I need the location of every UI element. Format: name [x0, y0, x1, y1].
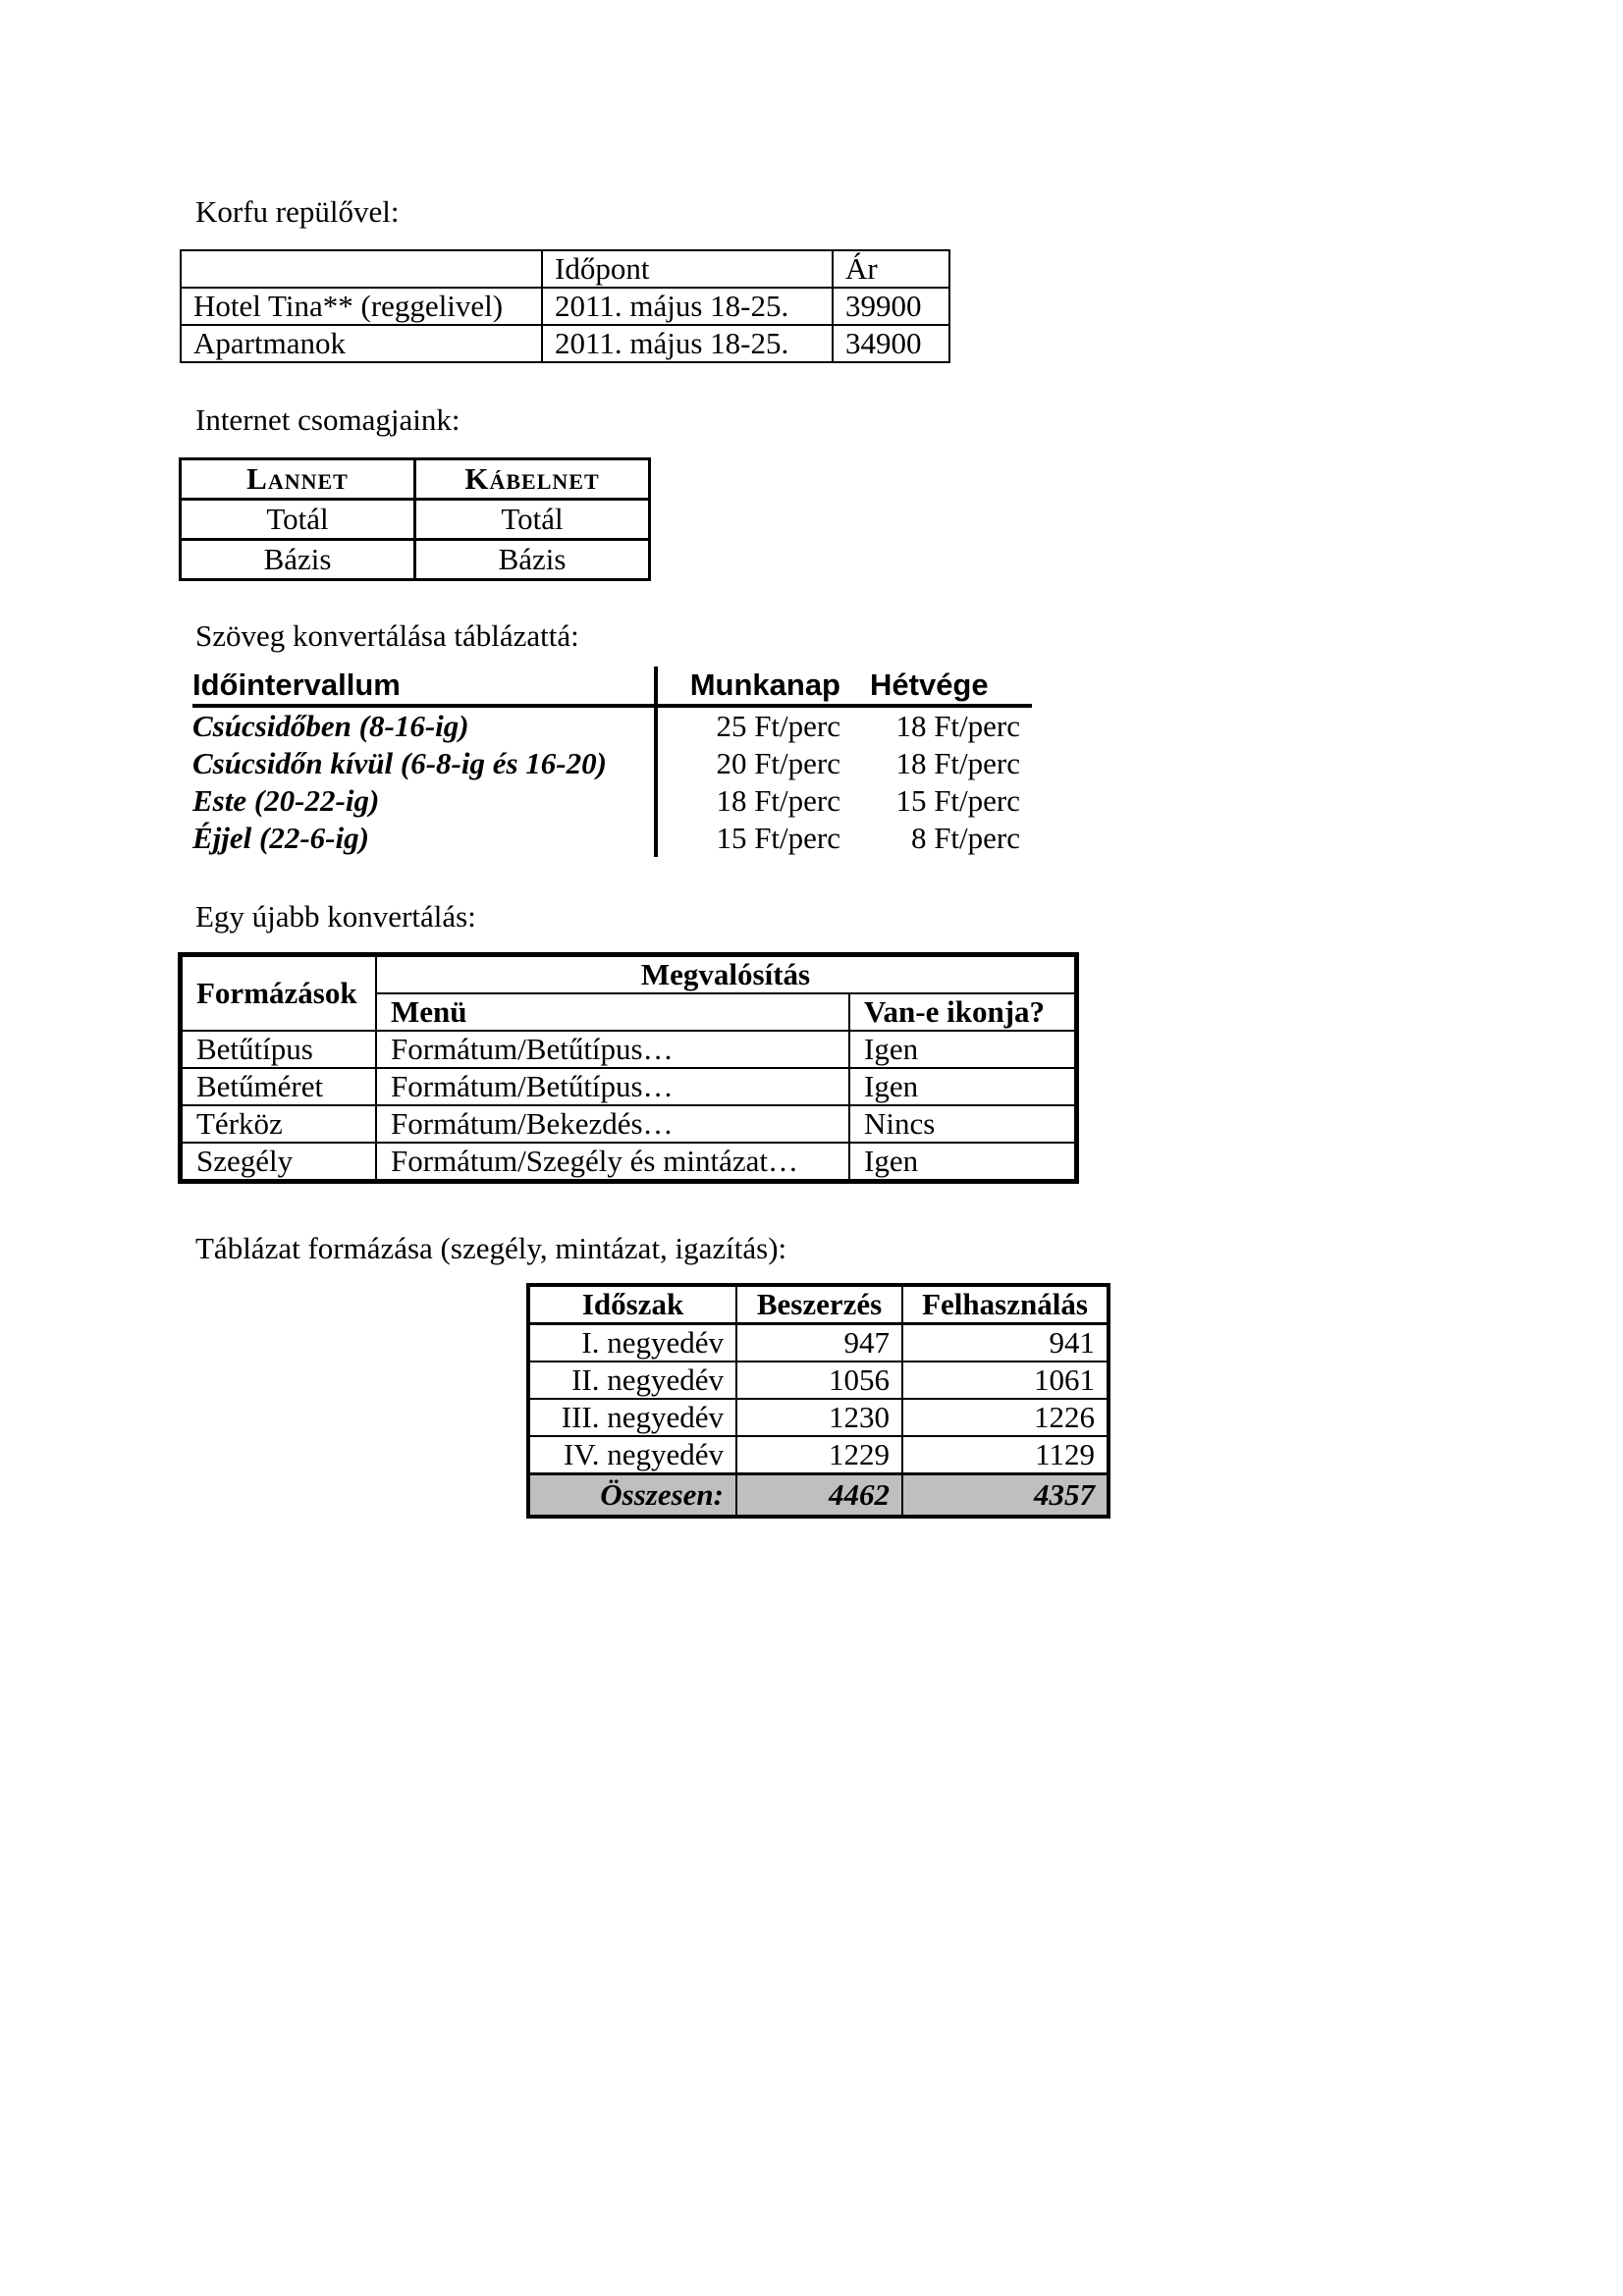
header-cell — [181, 250, 542, 288]
table-row — [192, 706, 1032, 745]
table-cell: 1061 — [902, 1362, 1109, 1399]
table-cell: I. negyedév — [528, 1324, 736, 1362]
table-internet-packages — [179, 457, 651, 581]
table-cell: 1056 — [736, 1362, 902, 1399]
table-cell: Éjjel (22-6-ig) — [192, 820, 656, 857]
header-cell: Van-e ikonja? — [849, 993, 1077, 1031]
table-cell: Este (20-22-ig) — [192, 782, 656, 820]
table-formatting — [178, 952, 1079, 1184]
table-cell: 18 Ft/perc — [895, 709, 1020, 743]
header-cell: Munkanap — [656, 667, 844, 706]
table-cell: Bázis — [415, 540, 650, 580]
table-row — [181, 1143, 1077, 1182]
header-cell: Formázások — [181, 955, 377, 1032]
table-cell: III. negyedév — [528, 1399, 736, 1436]
total-label-cell: Összesen: — [528, 1474, 736, 1518]
header-group-cell: Megvalósítás — [376, 955, 1077, 994]
table-row — [528, 1324, 1109, 1362]
table-cell: Apartmanok — [181, 325, 542, 362]
table-row — [181, 500, 650, 540]
table-header-row — [181, 459, 650, 500]
table-cell: 25 Ft/perc — [716, 709, 840, 743]
header-cell: Lannet — [181, 459, 415, 500]
table-row — [528, 1399, 1109, 1436]
table-header-row — [192, 667, 1032, 706]
table-cell: Betűméret — [181, 1068, 377, 1105]
table-cell: Csúcsidőben (8-16-ig) — [192, 706, 656, 745]
table-cell: 947 — [736, 1324, 902, 1362]
table-cell: 1226 — [902, 1399, 1109, 1436]
total-cell: 4462 — [736, 1474, 902, 1518]
section-title-another-conversion: Egy újabb konvertálás: — [195, 899, 476, 934]
table-cell: Igen — [849, 1031, 1077, 1068]
header-cell: Kábelnet — [415, 459, 650, 500]
header-cell: Hétvége — [844, 667, 1032, 706]
table-quarterly — [526, 1283, 1110, 1519]
table-cell: Hotel Tina** (reggelivel) — [181, 288, 542, 325]
header-cell: Menü — [376, 993, 849, 1031]
table-row — [181, 540, 650, 580]
section-title-korfu: Korfu repülővel: — [195, 194, 400, 229]
table-cell: Betűtípus — [181, 1031, 377, 1068]
table-cell: 34900 — [833, 325, 949, 362]
table-time-intervals — [192, 667, 1032, 857]
table-cell: 8 Ft/perc — [910, 821, 1020, 855]
table-cell: Szegély — [181, 1143, 377, 1182]
table-korfu-flights — [180, 249, 950, 363]
section-title-internet: Internet csomagjaink: — [195, 402, 460, 437]
header-cell: Időintervallum — [192, 667, 656, 706]
table-cell: 2011. május 18-25. — [542, 288, 833, 325]
table-cell: Igen — [849, 1068, 1077, 1105]
header-cell: Felhasználás — [902, 1285, 1109, 1324]
header-cell: Időszak — [528, 1285, 736, 1324]
table-row — [192, 745, 1032, 782]
table-cell: 20 Ft/perc — [716, 746, 840, 780]
table-row — [528, 1436, 1109, 1474]
table-cell: 18 Ft/perc — [716, 783, 840, 818]
table-row — [181, 1068, 1077, 1105]
table-cell: 1229 — [736, 1436, 902, 1474]
table-row — [181, 325, 949, 362]
table-row — [181, 1031, 1077, 1068]
table-row — [528, 1362, 1109, 1399]
table-row — [181, 288, 949, 325]
table-cell: 1129 — [902, 1436, 1109, 1474]
header-cell: Ár — [833, 250, 949, 288]
table-cell: 15 Ft/perc — [716, 821, 840, 855]
table-cell: Formátum/Szegély és mintázat… — [376, 1143, 849, 1182]
table-row — [181, 1105, 1077, 1143]
table-cell: 39900 — [833, 288, 949, 325]
total-cell: 4357 — [902, 1474, 1109, 1518]
table-total-row — [528, 1474, 1109, 1518]
table-cell: 941 — [902, 1324, 1109, 1362]
section-title-table-formatting: Táblázat formázása (szegély, mintázat, igazítás): — [195, 1231, 787, 1265]
table-cell: Totál — [415, 500, 650, 540]
table-row — [192, 782, 1032, 820]
table-cell: 1230 — [736, 1399, 902, 1436]
table-cell: Totál — [181, 500, 415, 540]
table-cell: 2011. május 18-25. — [542, 325, 833, 362]
table-header-row — [181, 955, 1077, 994]
table-cell: II. negyedév — [528, 1362, 736, 1399]
header-cell: Beszerzés — [736, 1285, 902, 1324]
table-cell: Nincs — [849, 1105, 1077, 1143]
header-cell: Időpont — [542, 250, 833, 288]
table-header-row — [181, 250, 949, 288]
section-title-conversion: Szöveg konvertálása táblázattá: — [195, 618, 579, 653]
table-cell: IV. negyedév — [528, 1436, 736, 1474]
table-cell: Csúcsidőn kívül (6-8-ig és 16-20) — [192, 745, 656, 782]
table-cell: Formátum/Betűtípus… — [376, 1068, 849, 1105]
table-cell: Térköz — [181, 1105, 377, 1143]
table-cell: Igen — [849, 1143, 1077, 1182]
table-cell: 15 Ft/perc — [895, 783, 1020, 818]
table-cell: Bázis — [181, 540, 415, 580]
table-cell: Formátum/Betűtípus… — [376, 1031, 849, 1068]
table-row — [192, 820, 1032, 857]
table-cell: Formátum/Bekezdés… — [376, 1105, 849, 1143]
table-cell: 18 Ft/perc — [895, 746, 1020, 780]
table-header-row — [528, 1285, 1109, 1324]
